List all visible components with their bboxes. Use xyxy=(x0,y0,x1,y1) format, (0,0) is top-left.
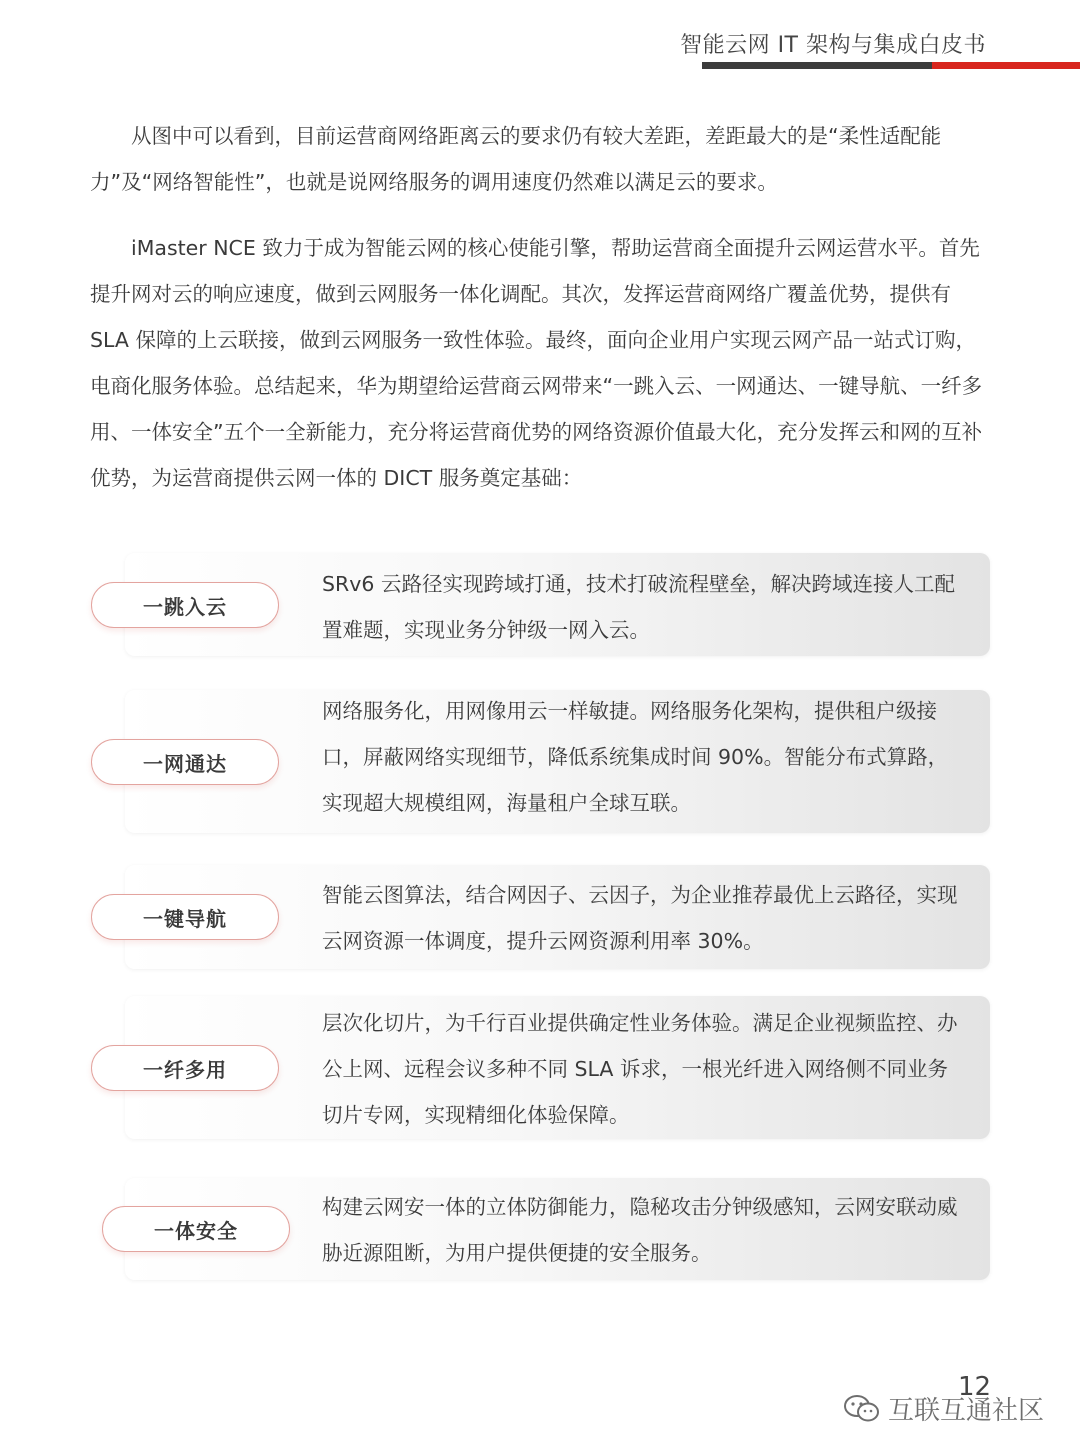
page-number: 12 xyxy=(958,1372,992,1402)
capability-label-4: 一纤多用 xyxy=(91,1045,279,1091)
capability-label-3: 一键导航 xyxy=(91,894,279,940)
watermark-text: 互联互通社区 xyxy=(888,1396,1045,1426)
capability-label-5: 一体安全 xyxy=(102,1206,290,1252)
capability-description: SRv6 云路径实现跨域打通，技术打破流程壁垒，解决跨域连接人工配置难题，实现业务分钟级一网入云。 xyxy=(322,572,955,642)
header-divider-red xyxy=(932,62,1080,69)
wechat-icon xyxy=(842,1393,882,1425)
capability-description: 构建云网安一体的立体防御能力，隐秘攻击分钟级感知，云网安联动威胁近源阻断，为用户提供便捷的安全服务。 xyxy=(322,1195,958,1265)
paragraph-intro-text: 从图中可以看到，目前运营商网络距离云的要求仍有较大差距，差距最大的是“柔性适配能力”及“网络智能性”，也就是说网络服务的调用速度仍然难以满足云的要求。 xyxy=(90,124,942,194)
capability-description: 智能云图算法，结合网因子、云因子，为企业推荐最优上云路径，实现云网资源一体调度，提升云网资源利用率 30%。 xyxy=(322,883,958,953)
capability-label-2: 一网通达 xyxy=(91,739,279,785)
header-divider-dark xyxy=(702,62,932,69)
capability-description: 网络服务化，用网像用云一样敏捷。网络服务化架构，提供租户级接口，屏蔽网络实现细节，降低系统集成时间 90%。智能分布式算路，实现超大规模组网，海量租户全球互联。 xyxy=(322,699,949,815)
paragraph-imaster xyxy=(90,225,994,501)
capability-description: 层次化切片，为千行百业提供确定性业务体验。满足企业视频监控、办公上网、远程会议多种不同 SLA 诉求，一根光纤进入网络侧不同业务切片专网，实现精细化体验保障。 xyxy=(322,1011,958,1127)
paragraph-intro xyxy=(90,113,994,205)
document-title: 智能云网 IT 架构与集成白皮书 xyxy=(680,33,986,58)
paragraph-imaster-text: iMaster NCE 致力于成为智能云网的核心使能引擎，帮助运营商全面提升云网运营水平。首先提升网对云的响应速度，做到云网服务一体化调配。其次，发挥运营商网络广覆盖优势，提供有 SLA 保障的上云联接，做到云网服务一致性体验。最终，面向企业用户实现云网产品一站式订购，电商化服务体验。总结起来，华为期望给运营商云网带来“一跳入云、一网通达、一键导航、一纤多用、一体安全”五个一全新能力，充分将运营商优势的网络资源价值最大化，充分发挥云和网的互补优势，为运营商提供云网一体的 DICT 服务奠定基础： xyxy=(90,236,983,490)
watermark xyxy=(842,1390,1044,1427)
capability-label-1: 一跳入云 xyxy=(91,582,279,628)
